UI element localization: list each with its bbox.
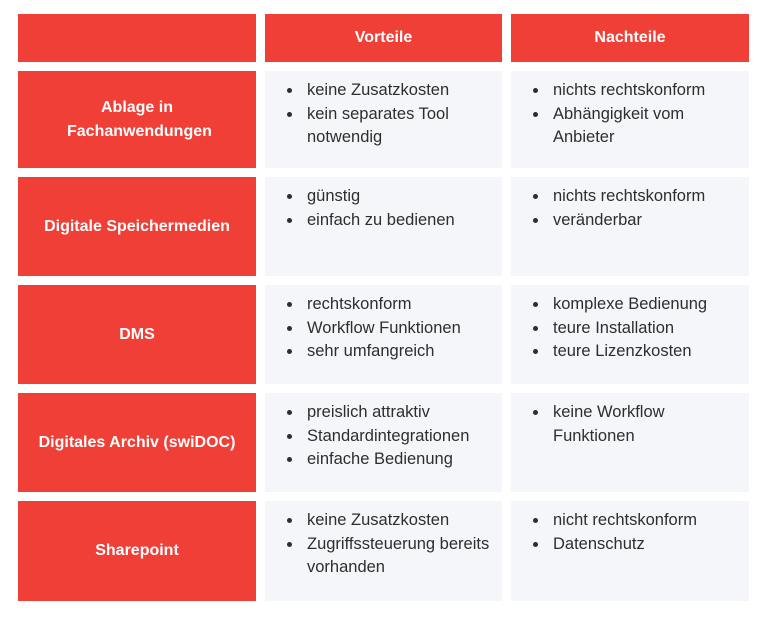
list-item: Standardintegrationen <box>285 425 492 449</box>
list-item: nicht rechtskonform <box>531 509 739 533</box>
row-label-text: Digitales Archiv (swiDOC) <box>38 433 236 451</box>
list-item: Datenschutz <box>531 533 739 557</box>
list-item: rechtskonform <box>285 293 492 317</box>
cons-cell-sharepoint <box>511 501 749 601</box>
pros-cell-fachanwendungen <box>265 71 502 168</box>
cons-cell-speichermedien <box>511 177 749 276</box>
row-label-text: DMS <box>119 325 155 343</box>
list-item: keine Zusatzkosten <box>285 79 492 103</box>
header-cons: Nachteile <box>511 14 749 62</box>
list-item: keine Workflow Funktionen <box>531 401 739 448</box>
pros-cell-dms <box>265 285 502 384</box>
row-label-fachanwendungen <box>18 71 256 168</box>
cons-cell-digitales-archiv <box>511 393 749 492</box>
list-item: Zugriffssteuerung bereits vorhanden <box>285 533 492 580</box>
row-label-text: Digitale Speichermedien <box>44 217 230 235</box>
comparison-table <box>18 14 749 601</box>
pros-cell-digitales-archiv <box>265 393 502 492</box>
list-item: keine Zusatzkosten <box>285 509 492 533</box>
cons-cell-fachanwendungen <box>511 71 749 168</box>
list-item: sehr umfangreich <box>285 340 492 364</box>
list-item: nichts rechtskonform <box>531 185 739 209</box>
row-label-speichermedien <box>18 177 256 276</box>
list-item: veränderbar <box>531 209 739 233</box>
row-label-text: Ablage in Fachanwendungen <box>67 98 212 140</box>
cons-cell-dms <box>511 285 749 384</box>
row-label-dms <box>18 285 256 384</box>
list-item: nichts rechtskonform <box>531 79 739 103</box>
list-item: Abhängigkeit vom Anbieter <box>531 103 739 150</box>
list-item: teure Lizenzkosten <box>531 340 739 364</box>
row-label-text: Sharepoint <box>95 542 179 559</box>
list-item: günstig <box>285 185 492 209</box>
list-item: teure Installation <box>531 317 739 341</box>
list-item: preislich attraktiv <box>285 401 492 425</box>
header-blank-cell <box>18 14 256 62</box>
list-item: Workflow Funktionen <box>285 317 492 341</box>
row-label-sharepoint <box>18 501 256 601</box>
list-item: einfache Bedienung <box>285 448 492 472</box>
list-item: komplexe Bedienung <box>531 293 739 317</box>
pros-cell-sharepoint <box>265 501 502 601</box>
pros-cell-speichermedien <box>265 177 502 276</box>
header-pros: Vorteile <box>265 14 502 62</box>
row-label-digitales-archiv <box>18 393 256 492</box>
list-item: einfach zu bedienen <box>285 209 492 233</box>
list-item: kein separates Tool notwendig <box>285 103 492 150</box>
